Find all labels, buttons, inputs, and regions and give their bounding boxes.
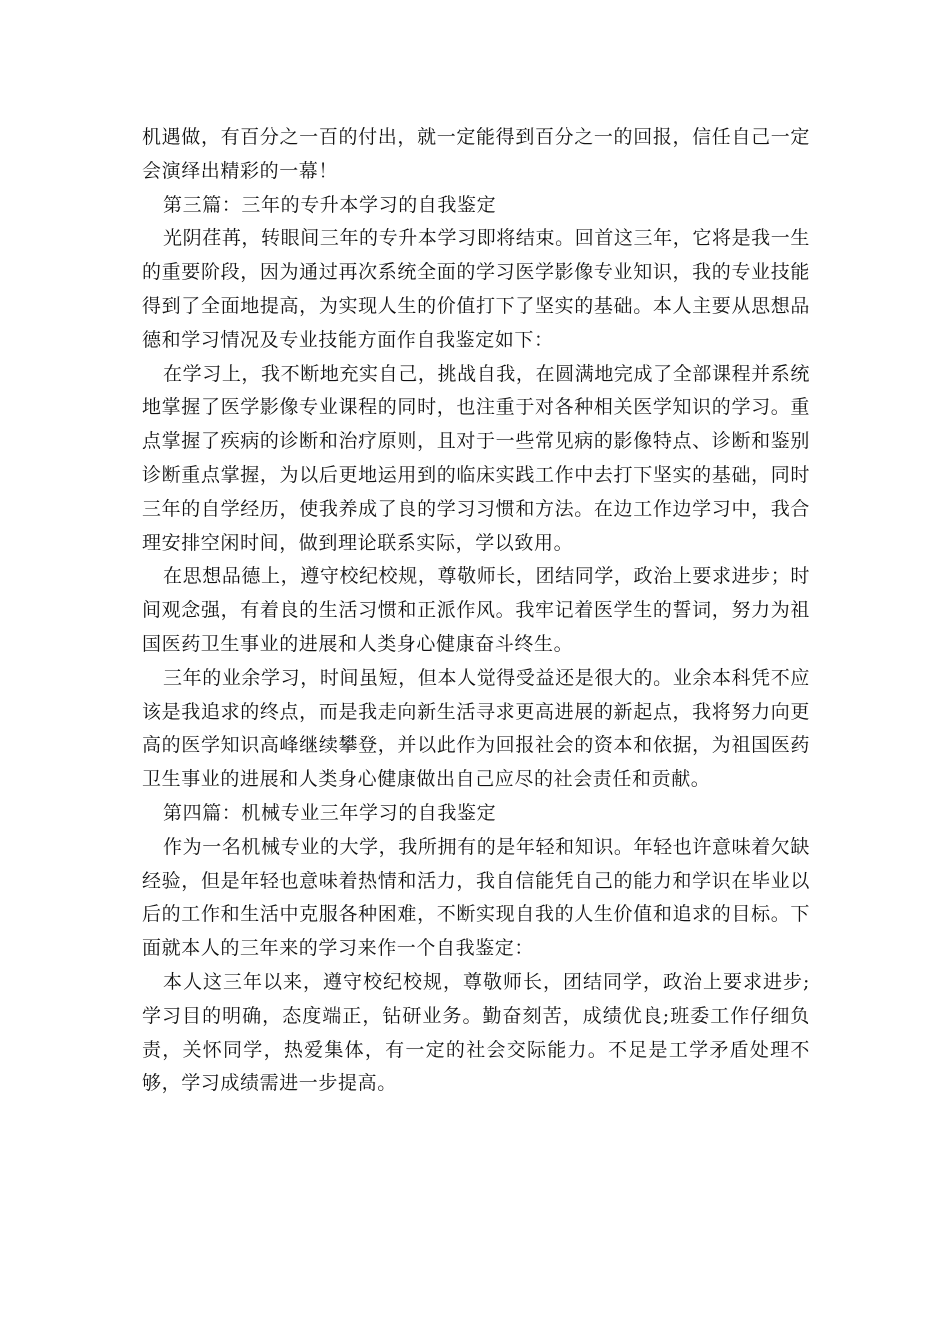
paragraph-mechanical-intro: 作为一名机械专业的大学，我所拥有的是年轻和知识。年轻也许意味着欠缺经验，但是年轻也意味着热情和活力，我自信能凭自己的能力和学识在毕业以后的工作和生活中克服各种困难，不断实现自我的人生价值和追求的目标。下面就本人的三年来的学习来作一个自我鉴定：: [142, 835, 810, 960]
paragraph-summary: 三年的业余学习，时间虽短，但本人觉得受益还是很大的。业余本科凭不应该是我追求的终点，而是我走向新生活寻求更高进展的新起点，我将努力向更高的医学知识高峰继续攀登，并以此作为回报社会的资本和依据，为祖国医药卫生事业的进展和人类身心健康做出自己应尽的社会责任和贡献。: [142, 666, 810, 791]
paragraph-self-assessment: 本人这三年以来，遵守校纪校规，尊敬师长，团结同学，政治上要求进步;学习目的明确，态度端正，钻研业务。勤奋刻苦，成绩优良;班委工作仔细负责，关怀同学，热爱集体，有一定的社会交际能力。不足是工学矛盾处理不够，学习成绩需进一步提高。: [142, 970, 810, 1095]
paragraph-continuation: 机遇做，有百分之一百的付出，就一定能得到百分之一的回报，信任自己一定会演绎出精彩的一幕！: [142, 126, 810, 182]
paragraph-study: 在学习上，我不断地充实自己，挑战自我，在圆满地完成了全部课程并系统地掌握了医学影像专业课程的同时，也注重于对各种相关医学知识的学习。重点掌握了疾病的诊断和治疗原则，且对于一些常见病的影像特点、诊断和鉴别诊断重点掌握，为以后更地运用到的临床实践工作中去打下坚实的基础，同时三年的自学经历，使我养成了良的学习习惯和方法。在边工作边学习中，我合理安排空闲时间，做到理论联系实际，学以致用。: [142, 362, 810, 554]
section-heading-part-four: 第四篇：机械专业三年学习的自我鉴定: [163, 801, 497, 824]
paragraph-ideology: 在思想品德上，遵守校纪校规，尊敬师长，团结同学，政治上要求进步；时间观念强，有着良的生活习惯和正派作风。我牢记着医学生的誓词，努力为祖国医药卫生事业的进展和人类身心健康奋斗终生。: [142, 565, 810, 655]
paragraph-intro: 光阴荏苒，转眼间三年的专升本学习即将结束。回首这三年，它将是我一生的重要阶段，因为通过再次系统全面的学习医学影像专业知识，我的专业技能得到了全面地提高，为实现人生的价值打下了坚实的基础。本人主要从思想品德和学习情况及专业技能方面作自我鉴定如下：: [142, 227, 810, 351]
document-body: [142, 121, 810, 1101]
section-heading-part-three: 第三篇：三年的专升本学习的自我鉴定: [163, 193, 497, 216]
